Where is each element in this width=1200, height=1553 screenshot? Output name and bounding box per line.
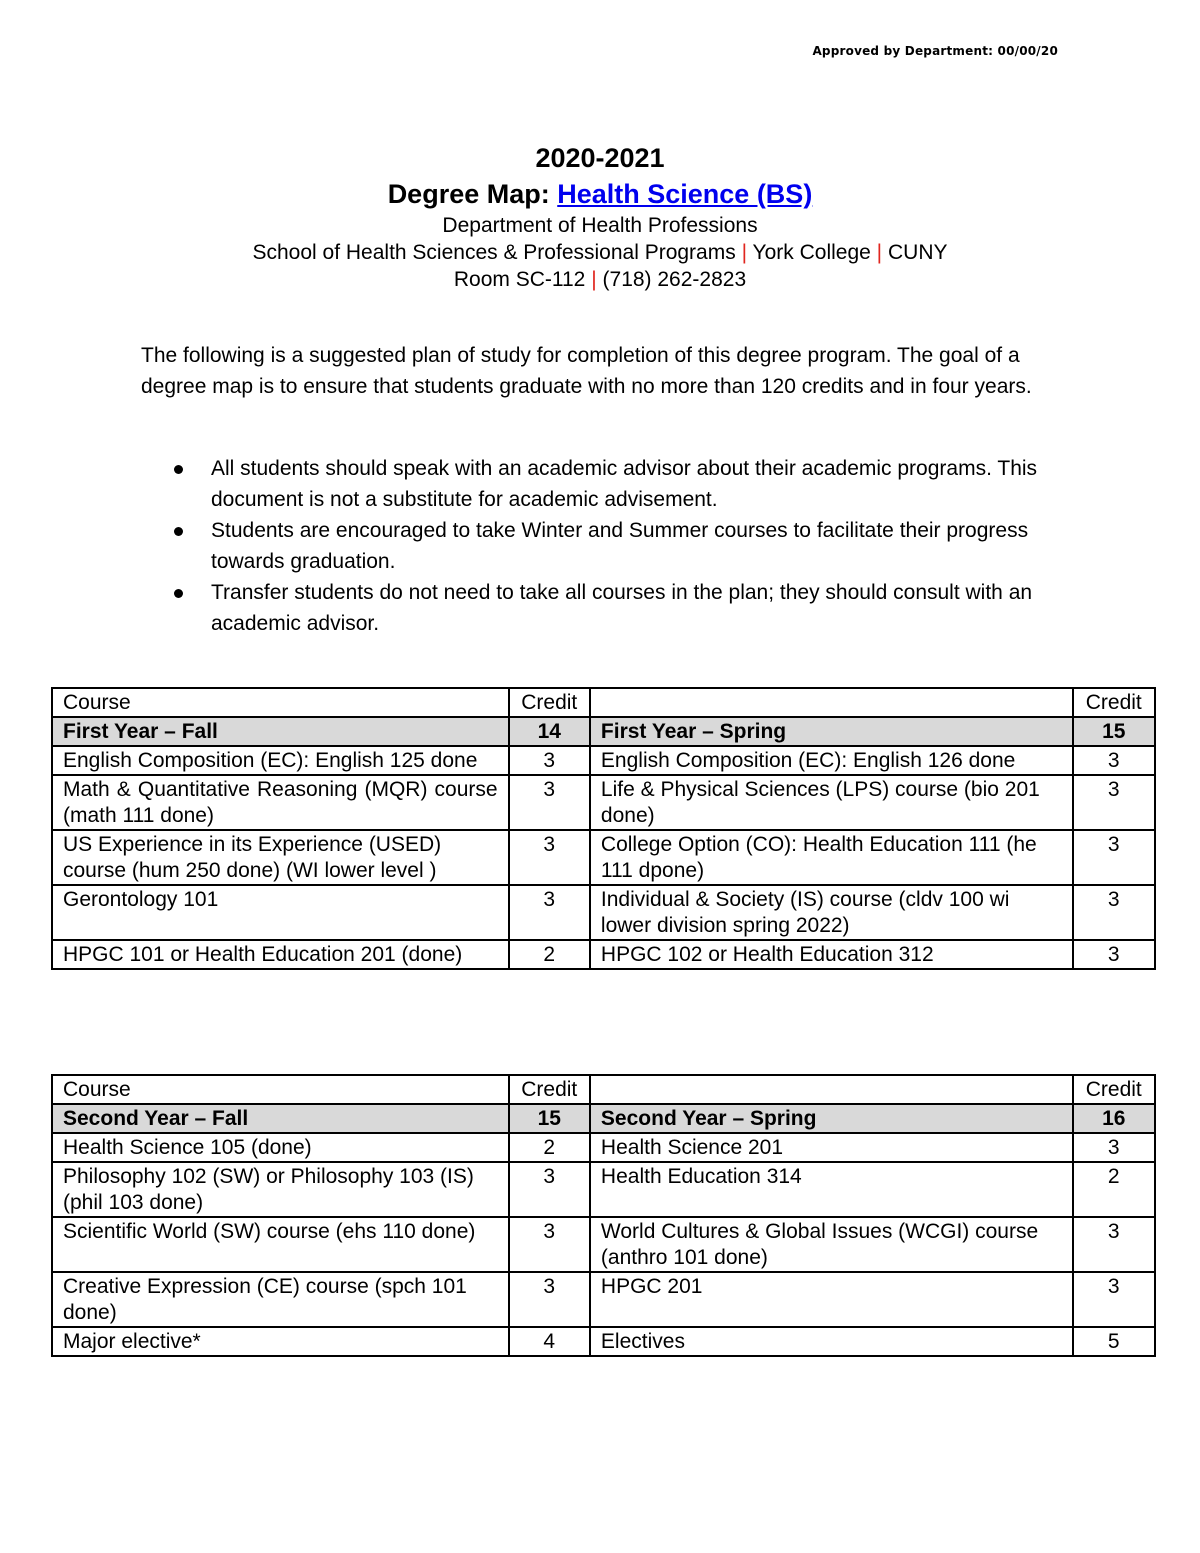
fall-credit: 3: [509, 775, 590, 830]
separator: |: [591, 268, 597, 291]
credit-header: Credit: [509, 688, 590, 717]
first-year-table: [51, 687, 1156, 970]
separator: |: [741, 241, 748, 264]
program-link[interactable]: Health Science (BS): [557, 179, 813, 209]
semester-label-spring: First Year – Spring: [590, 717, 1073, 746]
credit-header: Credit: [1073, 1075, 1155, 1104]
spring-course: Electives: [590, 1327, 1073, 1356]
spring-course: Health Education 314: [590, 1162, 1073, 1217]
list-item-text: All students should speak with an academic advisor about their academic programs. This document is not a substitute for academic advisement.: [211, 457, 1038, 511]
fall-credit: 2: [509, 940, 590, 969]
spring-credit: 2: [1073, 1162, 1155, 1217]
semester-credits-spring: 15: [1073, 717, 1155, 746]
bullet-icon: [174, 589, 183, 598]
list-item: [141, 577, 1061, 639]
semester-row: [52, 717, 1155, 746]
college-name: York College: [752, 241, 871, 264]
table-header-row: [52, 1075, 1155, 1104]
spring-credit: 5: [1073, 1327, 1155, 1356]
fall-course: Health Science 105 (done): [52, 1133, 509, 1162]
document-header: [0, 140, 1200, 293]
spring-course: HPGC 102 or Health Education 312: [590, 940, 1073, 969]
spring-credit: 3: [1073, 885, 1155, 940]
fall-credit: 3: [509, 885, 590, 940]
page-title: [0, 176, 1200, 212]
fall-credit: 3: [509, 1272, 590, 1327]
list-item-text: Transfer students do not need to take all courses in the plan; they should consult with an academic advisor.: [211, 581, 1033, 635]
table-row: [52, 1133, 1155, 1162]
second-year-table: [51, 1074, 1156, 1357]
spring-course: Individual & Society (IS) course (cldv 100 wi lower division spring 2022): [590, 885, 1073, 940]
fall-course: Philosophy 102 (SW) or Philosophy 103 (IS) (phil 103 done): [52, 1162, 509, 1217]
list-item-text: Students are encouraged to take Winter and Summer courses to facilitate their progress towards graduation.: [211, 519, 1029, 573]
list-item: [141, 515, 1061, 577]
blank-header: [590, 1075, 1073, 1104]
fall-credit: 4: [509, 1327, 590, 1356]
fall-course: HPGC 101 or Health Education 201 (done): [52, 940, 509, 969]
spring-course: HPGC 201: [590, 1272, 1073, 1327]
spring-credit: 3: [1073, 1133, 1155, 1162]
fall-course: Major elective*: [52, 1327, 509, 1356]
separator: |: [876, 241, 883, 264]
spring-credit: 3: [1073, 775, 1155, 830]
fall-credit: 3: [509, 1217, 590, 1272]
title-prefix: Degree Map:: [387, 179, 558, 209]
table-row: [52, 940, 1155, 969]
table-row: [52, 1162, 1155, 1217]
phone-number: (718) 262-2823: [602, 268, 747, 291]
bullet-icon: [174, 527, 183, 536]
semester-label-fall: Second Year – Fall: [52, 1104, 509, 1133]
department-name: Department of Health Professions: [442, 214, 758, 237]
semester-row: [52, 1104, 1155, 1133]
fall-credit: 2: [509, 1133, 590, 1162]
guidance-list: [141, 453, 1061, 639]
spring-credit: 3: [1073, 1272, 1155, 1327]
spring-course: Health Science 201: [590, 1133, 1073, 1162]
semester-label-fall: First Year – Fall: [52, 717, 509, 746]
table-row: [52, 885, 1155, 940]
table-row: [52, 1272, 1155, 1327]
spring-credit: 3: [1073, 830, 1155, 885]
fall-course: Creative Expression (CE) course (spch 101 done): [52, 1272, 509, 1327]
academic-year: 2020-2021: [535, 143, 665, 173]
fall-course: English Composition (EC): English 125 done: [52, 746, 509, 775]
university-name: CUNY: [887, 241, 948, 264]
fall-course: Gerontology 101: [52, 885, 509, 940]
table-header-row: [52, 688, 1155, 717]
fall-course: US Experience in its Experience (USED) course (hum 250 done) (WI lower level ): [52, 830, 509, 885]
approval-note: Approved by Department: 00/00/20: [812, 44, 1058, 58]
fall-credit: 3: [509, 746, 590, 775]
school-line: [0, 239, 1200, 266]
spring-course: Life & Physical Sciences (LPS) course (bio 201 done): [590, 775, 1073, 830]
semester-credits-fall: 14: [509, 717, 590, 746]
table-row: [52, 775, 1155, 830]
table-row: [52, 1217, 1155, 1272]
table-row: [52, 1327, 1155, 1356]
semester-label-spring: Second Year – Spring: [590, 1104, 1073, 1133]
credit-header: Credit: [1073, 688, 1155, 717]
school-name: School of Health Sciences & Professional Programs: [252, 241, 736, 264]
contact-line: [0, 266, 1200, 293]
fall-credit: 3: [509, 830, 590, 885]
blank-header: [590, 688, 1073, 717]
intro-paragraph: The following is a suggested plan of study for completion of this degree program. The goal of a degree map is to ensure that students graduate with no more than 120 credits and in four years.: [141, 344, 1032, 398]
fall-course: Math & Quantitative Reasoning (MQR) course (math 111 done): [52, 775, 509, 830]
credit-header: Credit: [509, 1075, 590, 1104]
spring-credit: 3: [1073, 746, 1155, 775]
fall-credit: 3: [509, 1162, 590, 1217]
fall-course: Scientific World (SW) course (ehs 110 done): [52, 1217, 509, 1272]
semester-credits-fall: 15: [509, 1104, 590, 1133]
course-header: Course: [52, 1075, 509, 1104]
bullet-icon: [174, 465, 183, 474]
table-row: [52, 746, 1155, 775]
table-row: [52, 830, 1155, 885]
spring-course: English Composition (EC): English 126 done: [590, 746, 1073, 775]
spring-credit: 3: [1073, 1217, 1155, 1272]
spring-credit: 3: [1073, 940, 1155, 969]
semester-credits-spring: 16: [1073, 1104, 1155, 1133]
room-number: Room SC-112: [453, 268, 586, 291]
spring-course: World Cultures & Global Issues (WCGI) course (anthro 101 done): [590, 1217, 1073, 1272]
spring-course: College Option (CO): Health Education 111 (he 111 dpone): [590, 830, 1073, 885]
course-header: Course: [52, 688, 509, 717]
list-item: [141, 453, 1061, 515]
